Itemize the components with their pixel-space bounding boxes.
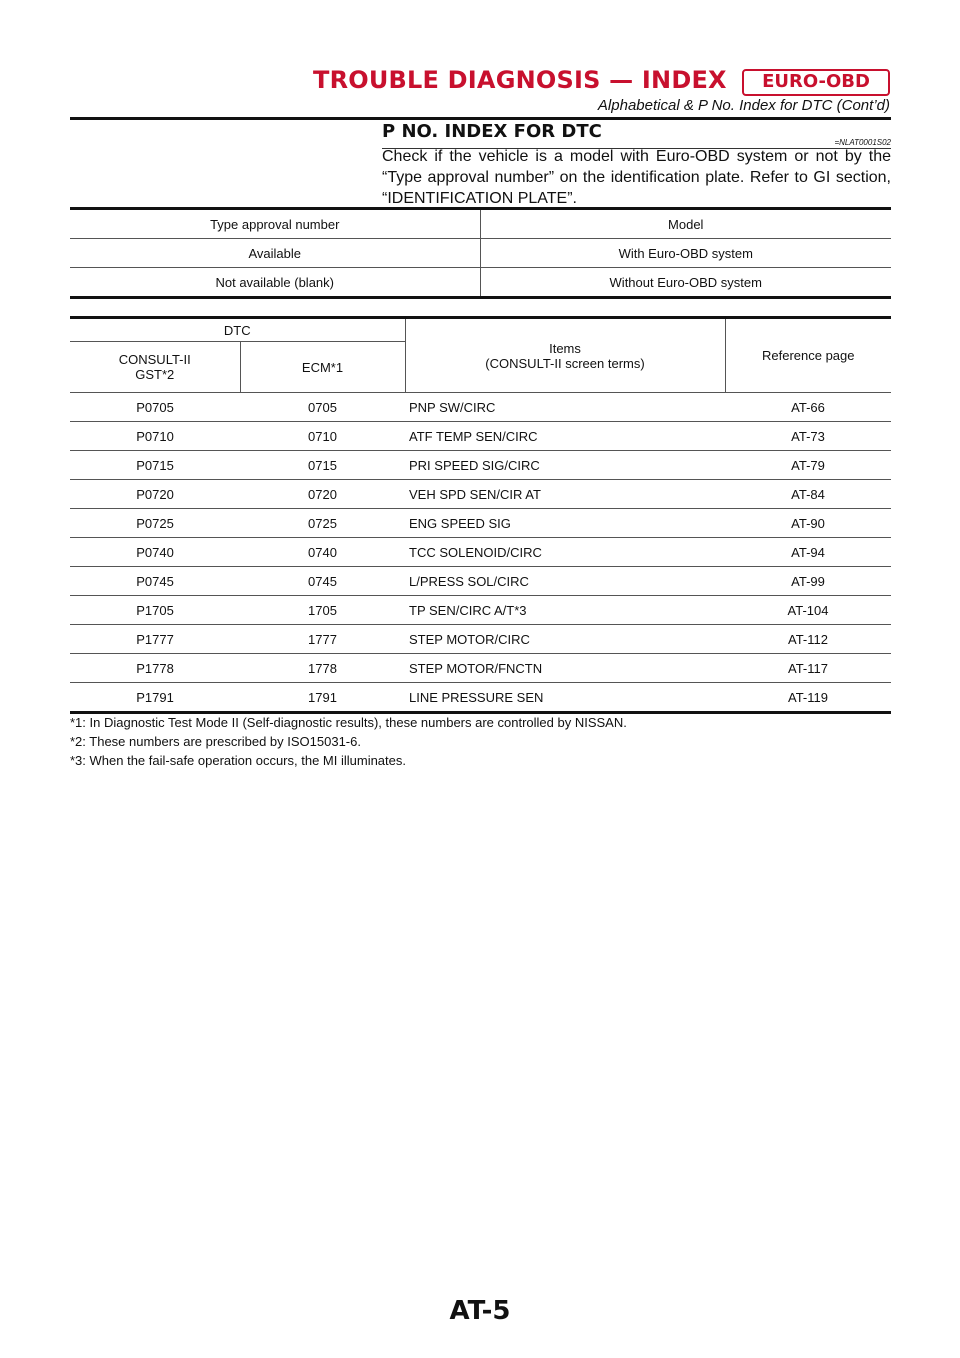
footnote: *2: These numbers are prescribed by ISO15031-6.: [70, 734, 361, 749]
table-cell: ENG SPEED SIG: [405, 509, 725, 538]
table-cell: With Euro-OBD system: [480, 239, 891, 268]
header-rule: [70, 117, 891, 120]
table-cell: AT-84: [725, 480, 891, 509]
table-row: [70, 422, 891, 451]
section-ref-code: =NLAT0001S02: [834, 138, 891, 147]
table-cell: 0740: [240, 538, 405, 567]
table-cell: 1705: [240, 596, 405, 625]
table-cell: AT-66: [725, 393, 891, 422]
table-cell: 0725: [240, 509, 405, 538]
table-cell: AT-94: [725, 538, 891, 567]
section-title: P NO. INDEX FOR DTC: [382, 121, 602, 142]
table-cell: ATF TEMP SEN/CIRC: [405, 422, 725, 451]
intro-paragraph: Check if the vehicle is a model with Euro-OBD system or not by the “Type approval number” on the identification plate. Refer to GI section, “IDENTIFICATION PLATE”.: [382, 148, 891, 207]
table-cell: AT-79: [725, 451, 891, 480]
table-row: [70, 509, 891, 538]
table-cell: 0705: [240, 393, 405, 422]
table-row: [70, 683, 891, 713]
table-cell: 1778: [240, 654, 405, 683]
header-consult: [70, 342, 240, 393]
table-cell: P0715: [70, 451, 240, 480]
type-approval-table: [70, 207, 891, 299]
header-badge: EURO-OBD: [742, 69, 890, 96]
table-cell: STEP MOTOR/CIRC: [405, 625, 725, 654]
header-consult-line1: CONSULT-II: [118, 352, 191, 367]
table-cell: L/PRESS SOL/CIRC: [405, 567, 725, 596]
table-cell: PRI SPEED SIG/CIRC: [405, 451, 725, 480]
header-items-line2: (CONSULT-II screen terms): [485, 355, 645, 371]
table-row: [70, 268, 891, 298]
header-cell: Model: [480, 209, 891, 239]
table-row: [70, 625, 891, 654]
table-cell: 0720: [240, 480, 405, 509]
header-ecm: ECM*1: [240, 342, 405, 393]
page-number: AT-5: [449, 1296, 511, 1326]
table-cell: P0725: [70, 509, 240, 538]
table-cell: P1791: [136, 689, 174, 705]
header-title: TROUBLE DIAGNOSIS — INDEX: [313, 66, 727, 94]
table-cell: AT-119: [788, 689, 828, 705]
header-subtitle: Alphabetical & P No. Index for DTC (Cont’d): [597, 97, 890, 114]
table-header-row: [70, 209, 891, 239]
header-items-line1: Items: [549, 340, 581, 356]
table-row: [70, 480, 891, 509]
footnote: *3: When the fail-safe operation occurs, the MI illuminates.: [70, 753, 406, 768]
table-cell: P1778: [70, 654, 240, 683]
table-cell: P1705: [70, 596, 240, 625]
table-cell: 0710: [240, 422, 405, 451]
header-consult-line2: GST*2: [135, 367, 175, 382]
table-cell: TP SEN/CIRC A/T*3: [405, 596, 725, 625]
table-cell: STEP MOTOR/FNCTN: [405, 654, 725, 683]
table-cell: 1791: [308, 689, 337, 705]
table-cell: TCC SOLENOID/CIRC: [405, 538, 725, 567]
table-cell: 0715: [240, 451, 405, 480]
table-cell: P0705: [70, 393, 240, 422]
dtc-index-table: [70, 316, 891, 714]
table-cell: 1777: [240, 625, 405, 654]
table-cell: P0740: [70, 538, 240, 567]
table-row: [70, 538, 891, 567]
table-cell: VEH SPD SEN/CIR AT: [405, 480, 725, 509]
table-cell: AT-73: [725, 422, 891, 451]
table-row: [70, 596, 891, 625]
table-cell: P0745: [70, 567, 240, 596]
table-cell: Available: [70, 239, 480, 268]
table-row: [70, 451, 891, 480]
table-cell: 0745: [240, 567, 405, 596]
table-row: [70, 567, 891, 596]
header-cell: Type approval number: [70, 209, 480, 239]
header-items: [405, 318, 725, 393]
table-row: [70, 393, 891, 422]
table-cell: Without Euro-OBD system: [609, 274, 762, 290]
header-reference-page: Reference page: [725, 318, 891, 393]
table-header-row: [70, 318, 891, 342]
table-cell: LINE PRESSURE SEN: [409, 689, 544, 705]
table-row: [70, 654, 891, 683]
table-cell: AT-99: [725, 567, 891, 596]
footnotes: [70, 713, 891, 770]
footnote: *1: In Diagnostic Test Mode II (Self-diagnostic results), these numbers are controlled by NISSAN.: [70, 715, 627, 730]
header-dtc: DTC: [70, 318, 405, 342]
table-cell: AT-90: [725, 509, 891, 538]
table-cell: P1777: [70, 625, 240, 654]
table-cell: AT-117: [725, 654, 891, 683]
table-row: [70, 239, 891, 268]
table-cell: P0710: [70, 422, 240, 451]
table-cell: PNP SW/CIRC: [405, 393, 725, 422]
table-cell: P0720: [70, 480, 240, 509]
table-cell: AT-112: [725, 625, 891, 654]
table-cell: Not available (blank): [70, 268, 480, 298]
table-cell: AT-104: [725, 596, 891, 625]
